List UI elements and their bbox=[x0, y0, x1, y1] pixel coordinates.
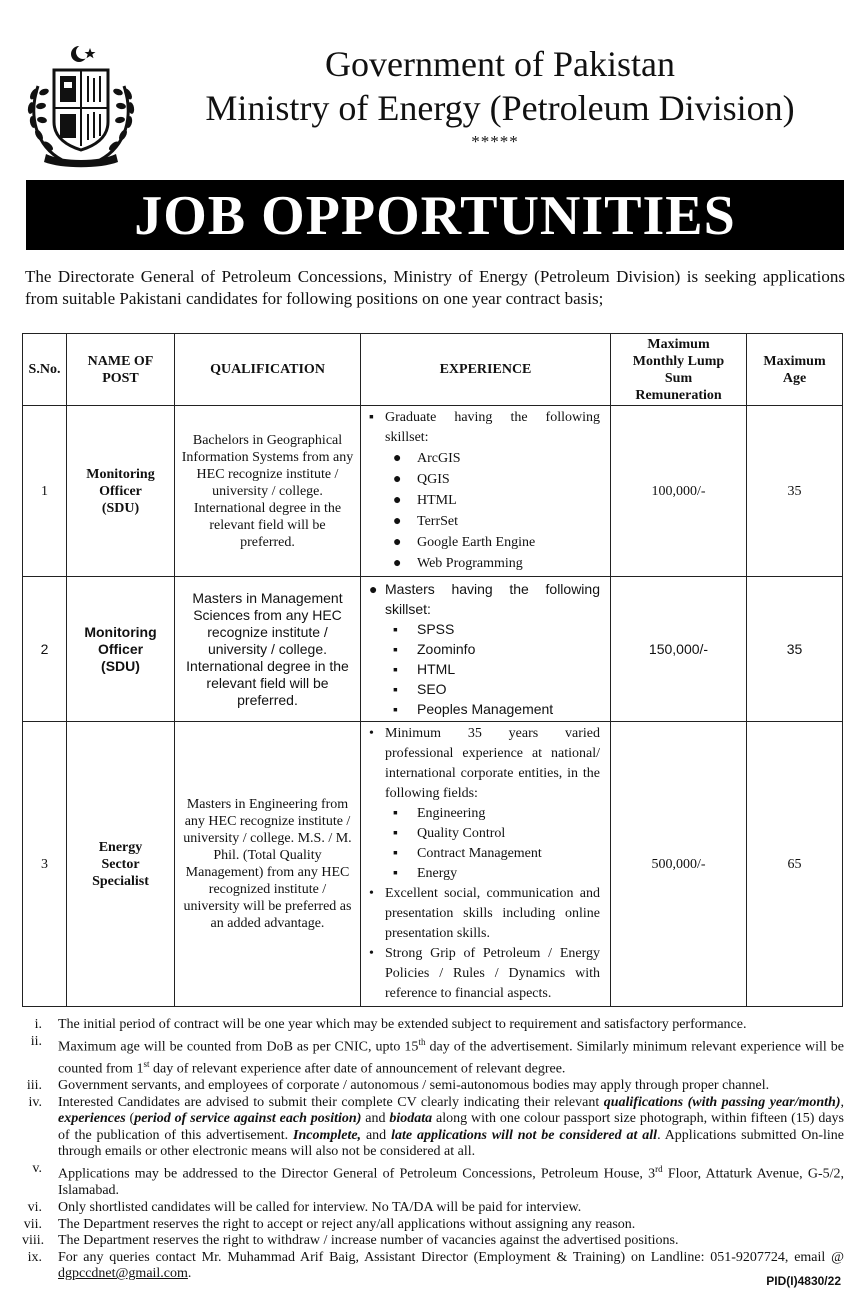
row-age: 65 bbox=[747, 722, 843, 1007]
skills-list bbox=[367, 804, 600, 884]
list-item: ▪ Peoples Management bbox=[393, 701, 554, 717]
list-item: • Minimum 35 years varied professional experience at national/ international corporate entities, in the following fields: bbox=[369, 726, 600, 801]
list-item bbox=[22, 1078, 844, 1095]
header-remuneration bbox=[611, 334, 747, 406]
row-sno: 3 bbox=[23, 722, 67, 1007]
experience-intro: Minimum 35 years varied professional experience at national/ international corporate entities, in the following fields: bbox=[385, 726, 600, 801]
terms-list bbox=[22, 1017, 844, 1283]
list-item bbox=[22, 1095, 844, 1161]
list-item: ● QGIS bbox=[393, 472, 450, 487]
list-item bbox=[22, 1217, 844, 1234]
note-text: For any queries contact Mr. Muhammad Arif Baig, Assistant Director (Employment & Training) on Landline: 051-9207724, email @ bbox=[58, 1249, 844, 1265]
list-item: • Excellent social, communication and presentation skills including online presentation skills. bbox=[369, 886, 600, 941]
list-item: ▪ Zoominfo bbox=[393, 641, 476, 657]
note-text: The initial period of contract will be one year which may be extended subject to requirement and satisfactory performance. bbox=[58, 1017, 747, 1032]
note-number: v. bbox=[32, 1161, 42, 1177]
row-post bbox=[67, 577, 175, 722]
note-emphasis: qualifications (with passing year/month) bbox=[603, 1094, 841, 1110]
skill-label: Quality Control bbox=[417, 826, 506, 841]
header-remuneration-label: Maximum Monthly Lump Sum Remuneration bbox=[632, 336, 725, 403]
skill-label: ArcGIS bbox=[417, 451, 461, 466]
list-item: ▪ Engineering bbox=[393, 806, 486, 821]
reference-number: PID(I)4830/22 bbox=[766, 1274, 841, 1288]
positions-table bbox=[22, 333, 843, 1007]
skill-label: HTML bbox=[417, 493, 457, 508]
skill-label: Peoples Management bbox=[417, 701, 554, 717]
experience-extra: Strong Grip of Petroleum / Energy Policies / Rules / Dynamics with reference to financial aspects. bbox=[385, 946, 600, 1001]
table-header-row bbox=[23, 334, 843, 406]
note-number: iv. bbox=[28, 1094, 42, 1110]
note-number: ii. bbox=[30, 1033, 42, 1049]
note-text: Floor, Attaturk Avenue, G-5/2, Islamabad. bbox=[58, 1166, 844, 1199]
list-item: ● ArcGIS bbox=[393, 451, 461, 466]
table-row bbox=[23, 406, 843, 577]
list-item: ▪ Quality Control bbox=[393, 826, 506, 841]
note-text: Government servants, and employees of corporate / autonomous / semi-autonomous bodies may apply through proper channel. bbox=[58, 1078, 770, 1094]
list-item: ▪ Contract Management bbox=[393, 846, 542, 861]
skill-label: QGIS bbox=[417, 472, 450, 487]
header-qualification: QUALIFICATION bbox=[175, 334, 361, 406]
list-item bbox=[22, 1250, 844, 1283]
list-item bbox=[22, 1161, 844, 1200]
note-text: day of relevant experience after date of announcement of relevant degree. bbox=[149, 1061, 566, 1077]
skill-label: Zoominfo bbox=[417, 641, 476, 657]
job-opportunities-banner: JOB OPPORTUNITIES bbox=[26, 180, 844, 250]
experience-intro: Masters having the following skillset: bbox=[385, 581, 600, 617]
list-item: ▪ Energy bbox=[393, 866, 458, 881]
note-number: vi. bbox=[27, 1199, 42, 1215]
experience-list bbox=[367, 579, 600, 619]
row-remuneration: 100,000/- bbox=[611, 406, 747, 577]
header-post bbox=[67, 334, 175, 406]
row-qualification: Masters in Management Sciences from any HEC recognize institute / university / college. International degree in the relevant field will be preferred. bbox=[175, 577, 361, 722]
note-emphasis: late applications will not be considered at all bbox=[391, 1127, 658, 1143]
list-item: ▪ HTML bbox=[393, 661, 456, 677]
header-post-label: NAME OF POST bbox=[87, 353, 154, 386]
row-sno: 1 bbox=[23, 406, 67, 577]
header-age-label: Maximum Age bbox=[763, 353, 826, 386]
note-text: Maximum age will be counted from DoB as per CNIC, upto 15 bbox=[58, 1039, 419, 1055]
row-age: 35 bbox=[747, 406, 843, 577]
experience-extra: Excellent social, communication and presentation skills including online presentation skills. bbox=[385, 886, 600, 941]
experience-list bbox=[367, 724, 600, 804]
skill-label: Web Programming bbox=[417, 556, 523, 571]
skill-label: TerrSet bbox=[417, 514, 459, 529]
note-emphasis: Incomplete, bbox=[293, 1127, 362, 1143]
skill-label: Energy bbox=[417, 866, 458, 881]
note-text: , bbox=[840, 1094, 844, 1110]
skill-label: SEO bbox=[417, 681, 447, 697]
list-item: ▪ SEO bbox=[393, 681, 447, 697]
list-item: ● TerrSet bbox=[393, 514, 459, 529]
row-qualification: Bachelors in Geographical Information Systems from any HEC recognize institute / university / college. International degree in the relevant field will be preferred. bbox=[175, 406, 361, 577]
note-number: iii. bbox=[26, 1078, 42, 1094]
skill-label: Engineering bbox=[417, 806, 486, 821]
header-sno: S.No. bbox=[23, 334, 67, 406]
note-text: The Department reserves the right to accept or reject any/all applications without assigning any reason. bbox=[58, 1216, 636, 1232]
note-text: ( bbox=[125, 1111, 135, 1127]
row-post-label: Monitoring Officer (SDU) bbox=[86, 466, 155, 516]
note-text: . Applications submitted On-line through emails or other electronic means will also not be considered at all. bbox=[58, 1127, 845, 1160]
note-number: ix. bbox=[27, 1249, 42, 1265]
row-post bbox=[67, 406, 175, 577]
table-row bbox=[23, 722, 843, 1007]
experience-intro: Graduate having the following skillset: bbox=[385, 410, 600, 445]
experience-list bbox=[367, 408, 600, 448]
note-text: day of the advertisement. Similarly minimum relevant experience will be counted from 1 bbox=[58, 1039, 845, 1077]
list-item bbox=[22, 1200, 844, 1217]
skill-label: Contract Management bbox=[417, 846, 542, 861]
note-text: and bbox=[361, 1127, 392, 1143]
note-sup: st bbox=[143, 1058, 150, 1069]
list-item: ● HTML bbox=[393, 493, 457, 508]
header-ministry: Ministry of Energy (Petroleum Division) bbox=[205, 88, 795, 128]
header-experience: EXPERIENCE bbox=[361, 334, 611, 406]
note-number: viii. bbox=[22, 1233, 45, 1249]
note-sup: th bbox=[418, 1036, 426, 1047]
intro-paragraph: The Directorate General of Petroleum Concessions, Ministry of Energy (Petroleum Division) is seeking applications from suitable Pakistani candidates for following positions on one year contract basis; bbox=[25, 267, 845, 308]
note-sup: rd bbox=[655, 1164, 663, 1175]
note-text: Applications may be addressed to the Director General of Petroleum Concessions, Petroleum House, 3 bbox=[58, 1166, 656, 1182]
row-post-label: Energy Sector Specialist bbox=[92, 839, 149, 889]
list-item: • Strong Grip of Petroleum / Energy Policies / Rules / Dynamics with reference to financial aspects. bbox=[369, 946, 600, 1001]
list-item bbox=[22, 1233, 844, 1250]
note-number: i. bbox=[34, 1017, 42, 1032]
list-item bbox=[22, 1034, 844, 1079]
list-item: ● Web Programming bbox=[393, 556, 523, 571]
list-item: ▪ SPSS bbox=[393, 621, 455, 637]
skill-label: HTML bbox=[417, 661, 456, 677]
row-post-label: Monitoring Officer (SDU) bbox=[84, 623, 157, 674]
skill-label: Google Earth Engine bbox=[417, 535, 536, 550]
note-emphasis: biodata bbox=[389, 1111, 433, 1127]
note-text: along with one colour passport size photograph, within fifteen (15) days of the publication of this advertisement. bbox=[58, 1111, 844, 1143]
skill-label: SPSS bbox=[417, 621, 455, 637]
table-row bbox=[23, 577, 843, 722]
row-qualification: Masters in Engineering from any HEC recognize institute / university / college. M.S. / M. Phil. (Total Quality Management) from any HEC recognized institute / university will be preferred as an added advantage. bbox=[175, 722, 361, 1007]
note-text: . bbox=[187, 1266, 192, 1282]
list-item bbox=[22, 1017, 844, 1034]
row-experience bbox=[361, 577, 611, 722]
header-age bbox=[747, 334, 843, 406]
note-emphasis: period of service against each position) bbox=[134, 1111, 362, 1127]
note-text: Only shortlisted candidates will be called for interview. No TA/DA will be paid for interview. bbox=[58, 1199, 582, 1215]
experience-extra-list bbox=[367, 884, 600, 1004]
note-text: and bbox=[361, 1111, 390, 1127]
skills-list bbox=[367, 448, 600, 574]
row-experience bbox=[361, 406, 611, 577]
state-emblem-icon bbox=[22, 42, 140, 170]
row-sno: 2 bbox=[23, 577, 67, 722]
row-remuneration: 150,000/- bbox=[611, 577, 747, 722]
header-stars: ***** bbox=[471, 132, 519, 151]
note-emphasis: experiences bbox=[58, 1111, 126, 1127]
list-item: ● Google Earth Engine bbox=[393, 535, 536, 550]
row-post bbox=[67, 722, 175, 1007]
list-item: ● Masters having the following skillset: bbox=[369, 581, 600, 617]
note-text: Interested Candidates are advised to submit their complete CV clearly indicating their relevant bbox=[58, 1094, 604, 1110]
row-experience bbox=[361, 722, 611, 1007]
row-age: 35 bbox=[747, 577, 843, 722]
note-number: vii. bbox=[23, 1216, 42, 1232]
note-text: The Department reserves the right to withdraw / increase number of vacancies against the advertised positions. bbox=[58, 1233, 679, 1249]
email-link[interactable]: dgpccdnet@gmail.com bbox=[58, 1266, 188, 1282]
header-government: Government of Pakistan bbox=[325, 44, 675, 84]
list-item: ▪ Graduate having the following skillset: bbox=[369, 410, 600, 445]
row-remuneration: 500,000/- bbox=[611, 722, 747, 1007]
skills-list bbox=[367, 619, 600, 719]
